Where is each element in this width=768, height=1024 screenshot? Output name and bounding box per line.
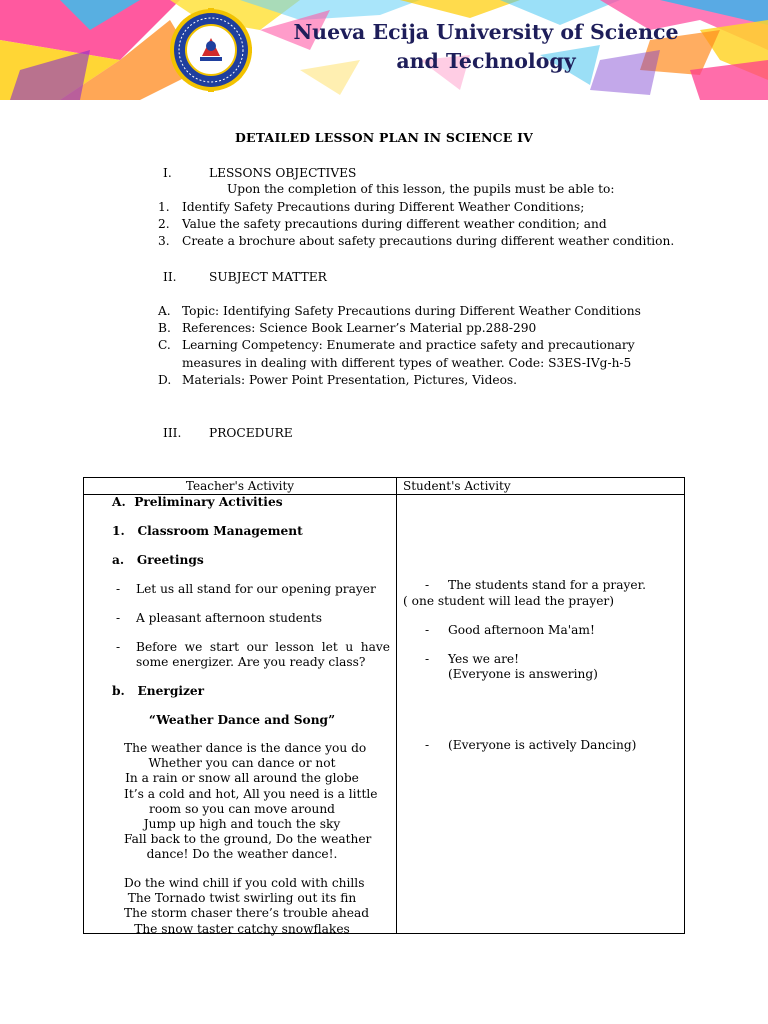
list-item: A. Topic: Identifying Safety Precautions during Different Weather Conditions	[158, 304, 641, 318]
section-number: I.	[163, 166, 172, 180]
teacher-activity-cell	[84, 495, 397, 934]
section-title: PROCEDURE	[209, 426, 293, 440]
student-prayer-note: ( one student will lead the prayer)	[403, 594, 614, 608]
lyric-line: The snow taster catchy snowflakes	[134, 921, 350, 936]
subject-matter-list	[158, 303, 686, 389]
section-title: LESSONS OBJECTIVES	[209, 166, 357, 180]
column-header-student: Student's Activity	[397, 478, 685, 495]
lyric-line: Jump up high and touch the sky	[143, 817, 341, 832]
greetings-heading: a. Greetings	[112, 553, 204, 567]
procedure-table	[83, 477, 685, 934]
classroom-management-heading: 1. Classroom Management	[112, 524, 303, 538]
dash-marker: -	[425, 738, 430, 752]
lyric-line: It’s a cold and hot, All you need is a little	[124, 786, 378, 801]
lyric-line: dance! Do the weather dance!.	[146, 847, 338, 862]
dash-marker: -	[116, 611, 121, 625]
student-greeting-response: Good afternoon Ma'am!	[448, 623, 595, 637]
student-prayer-response: The students stand for a prayer.	[448, 578, 646, 592]
lyric-line: The Tornado twist swirling out its fin	[127, 891, 357, 906]
lyric-line: Do the wind chill if you cold with chills	[124, 876, 365, 890]
objectives-list	[158, 199, 698, 251]
lyric-line: room so you can move around	[149, 801, 335, 816]
university-name: Nueva Ecija University of Science and Technology	[293, 20, 679, 73]
student-dance-response: (Everyone is actively Dancing)	[448, 738, 637, 752]
song-lyrics-verse-2	[124, 876, 370, 937]
section-number: III.	[163, 426, 182, 440]
list-item: B. References: Science Book Learner’s Material pp.288-290	[158, 321, 537, 336]
preliminary-activities-heading: A. Preliminary Activities	[112, 495, 283, 509]
list-item: D. Materials: Power Point Presentation, Pictures, Videos.	[158, 372, 518, 387]
song-lyrics-verse-1	[124, 741, 378, 863]
student-ready-response: Yes we are!	[448, 652, 520, 666]
dash-marker: -	[425, 652, 430, 666]
dash-marker: -	[116, 582, 121, 596]
energizer-heading: b. Energizer	[112, 684, 205, 698]
column-header-teacher: Teacher's Activity	[84, 478, 397, 495]
section-number: II.	[163, 270, 177, 284]
teacher-prayer-line: Let us all stand for our opening prayer	[136, 582, 376, 596]
teacher-energizer-prompt: Before we start our lesson let u have some energizer. Are you ready class?	[136, 640, 390, 669]
song-title: “Weather Dance and Song”	[148, 713, 336, 727]
dash-marker: -	[425, 623, 430, 637]
dash-marker: -	[425, 578, 430, 592]
list-item: 3. Create a brochure about safety precautions during different weather condition.	[158, 234, 675, 249]
university-seal-logo	[150, 8, 272, 92]
lyric-line: The storm chaser there’s trouble ahead	[124, 906, 370, 921]
teacher-afternoon-line: A pleasant afternoon students	[136, 611, 322, 625]
student-activity-cell	[397, 495, 685, 934]
table-row	[84, 495, 685, 934]
lyric-line: In a rain or snow all around the globe	[125, 771, 359, 786]
list-item: 2. Value the safety precautions during different weather condition; and	[158, 217, 607, 232]
student-ready-note: (Everyone is answering)	[448, 667, 598, 681]
lyric-line: The weather dance is the dance you do	[124, 741, 367, 755]
list-item: C. Learning Competency: Enumerate and practice safety and precautionary measures in dealing with different types of weather. Code: S3ES-IVg-h-5	[158, 338, 635, 370]
lyric-line: Fall back to the ground, Do the weather	[124, 832, 372, 847]
lyric-line: Whether you can dance or not	[148, 756, 336, 771]
list-item: 1. Identify Safety Precautions during Different Weather Conditions;	[158, 200, 585, 214]
document-title: DETAILED LESSON PLAN IN SCIENCE IV	[234, 130, 534, 145]
dash-marker: -	[116, 640, 121, 654]
table-header-row	[84, 478, 685, 495]
section-title: SUBJECT MATTER	[209, 270, 327, 284]
objectives-intro: Upon the completion of this lesson, the pupils must be able to:	[227, 182, 615, 196]
